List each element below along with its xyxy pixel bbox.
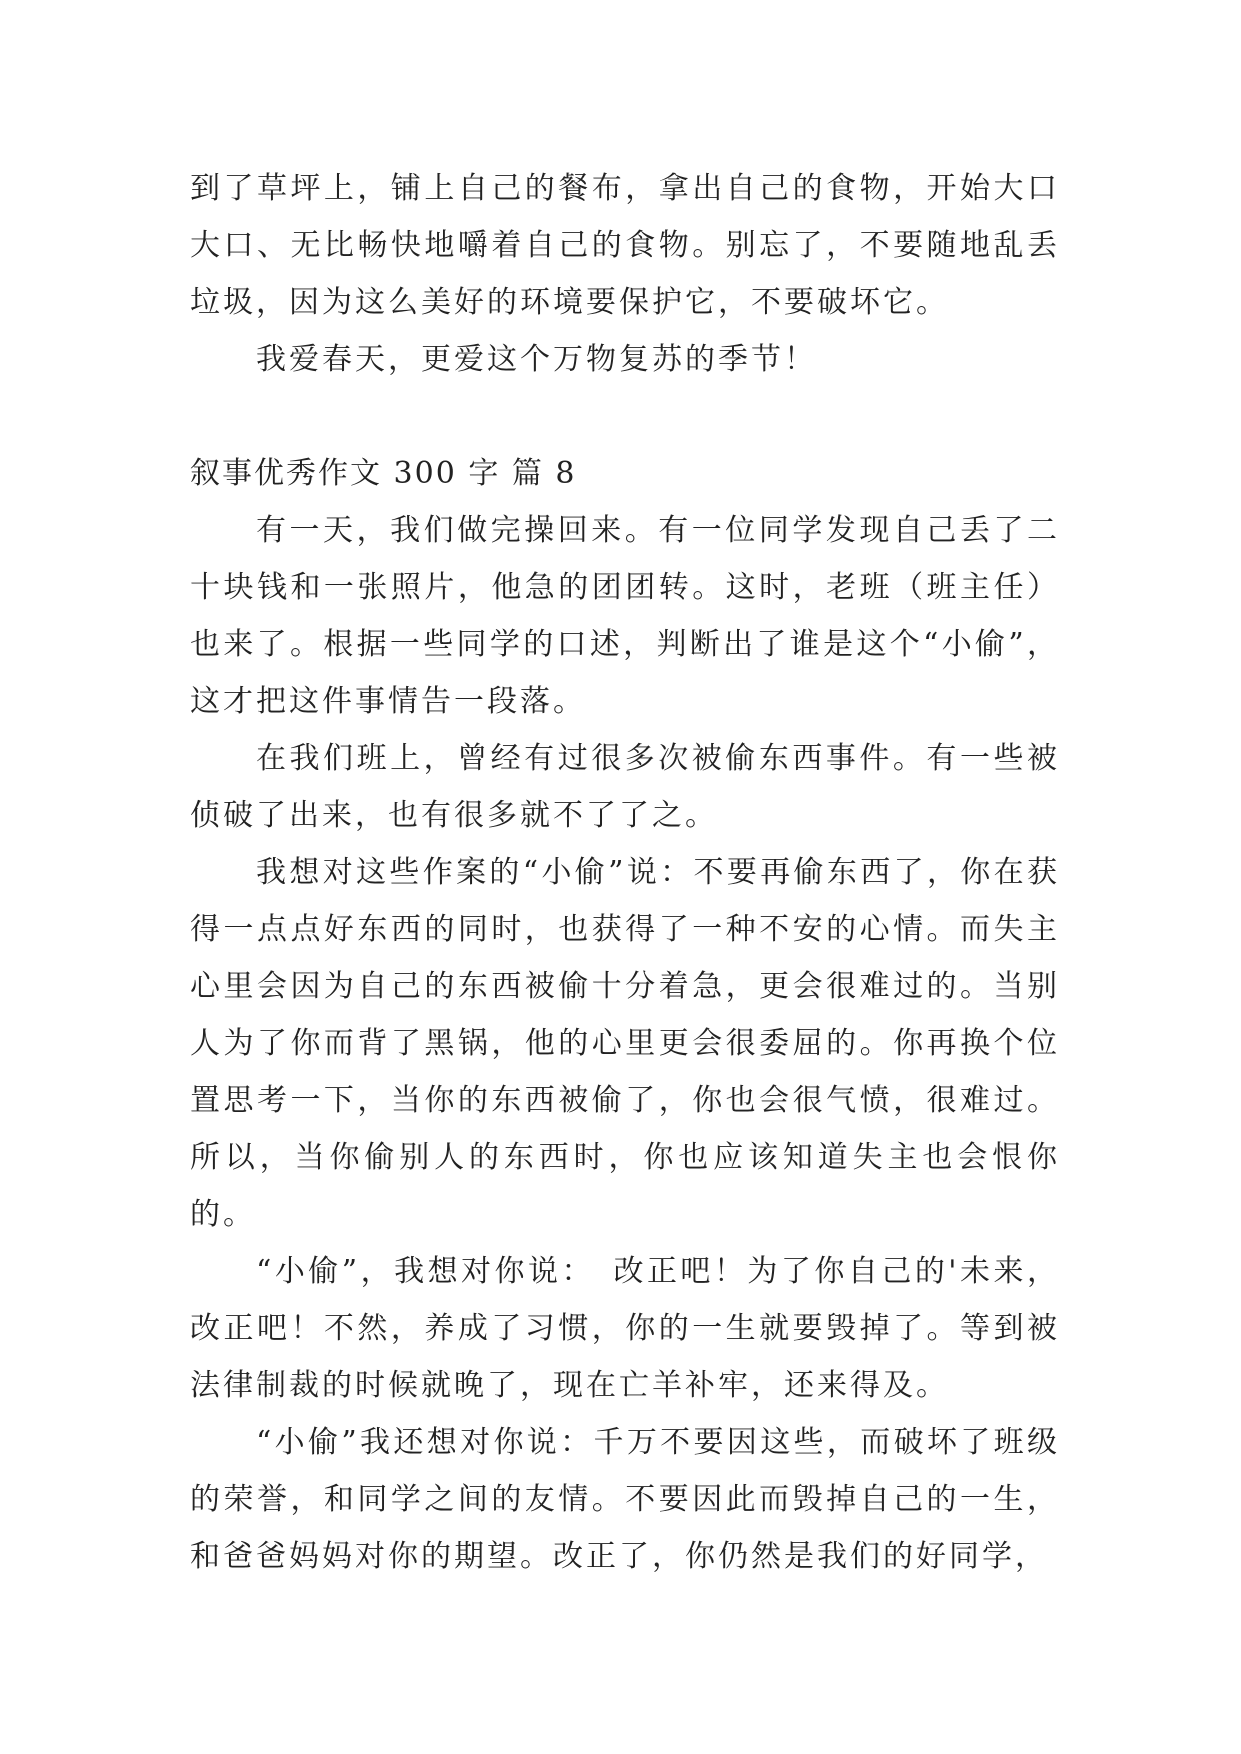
paragraph: 我想对这些作案的“小偷”说：不要再偷东西了，你在获得一点点好东西的同时，也获得了一种不安的心情。而失主心里会因为自己的东西被偷十分着急，更会很难过的。当别人为了你而背了黑锅，他的心里更会很委屈的。你再换个位置思考一下，当你的东西被偷了，你也会很气愤，很难过。所以，当你偷别人的东西时，你也应该知道失主也会恨你的。 — [190, 855, 1060, 1232]
paragraph: “小偷”，我想对你说： 改正吧！为了你自己的'未来，改正吧！不然，养成了习惯，你的一生就要毁掉了。等到被法律制裁的时候就晚了，现在亡羊补牢，还来得及。 — [190, 1254, 1060, 1403]
section-title: 叙事优秀作文 300 字 篇 8 — [190, 456, 577, 491]
paragraph: 到了草坪上，铺上自己的餐布，拿出自己的食物，开始大口大口、无比畅快地嚼着自己的食物。别忘了，不要随地乱丢垃圾，因为这么美好的环境要保护它，不要破坏它。 — [190, 171, 1060, 320]
section-spacer — [190, 388, 1060, 445]
paragraph: “小偷”我还想对你说：千万不要因这些，而破坏了班级的荣誉，和同学之间的友情。不要因此而毁掉自己的一生，和爸爸妈妈对你的期望。改正了，你仍然是我们的好同学， — [190, 1425, 1060, 1574]
document-body — [190, 160, 1060, 1585]
paragraph: 有一天，我们做完操回来。有一位同学发现自己丢了二十块钱和一张照片，他急的团团转。这时，老班（班主任）也来了。根据一些同学的口述，判断出了谁是这个“小偷”，这才把这件事情告一段落。 — [190, 513, 1060, 719]
paragraph: 在我们班上，曾经有过很多次被偷东西事件。有一些被侦破了出来，也有很多就不了了之。 — [190, 741, 1060, 833]
paragraph: 我爱春天，更爱这个万物复苏的季节！ — [256, 342, 817, 377]
